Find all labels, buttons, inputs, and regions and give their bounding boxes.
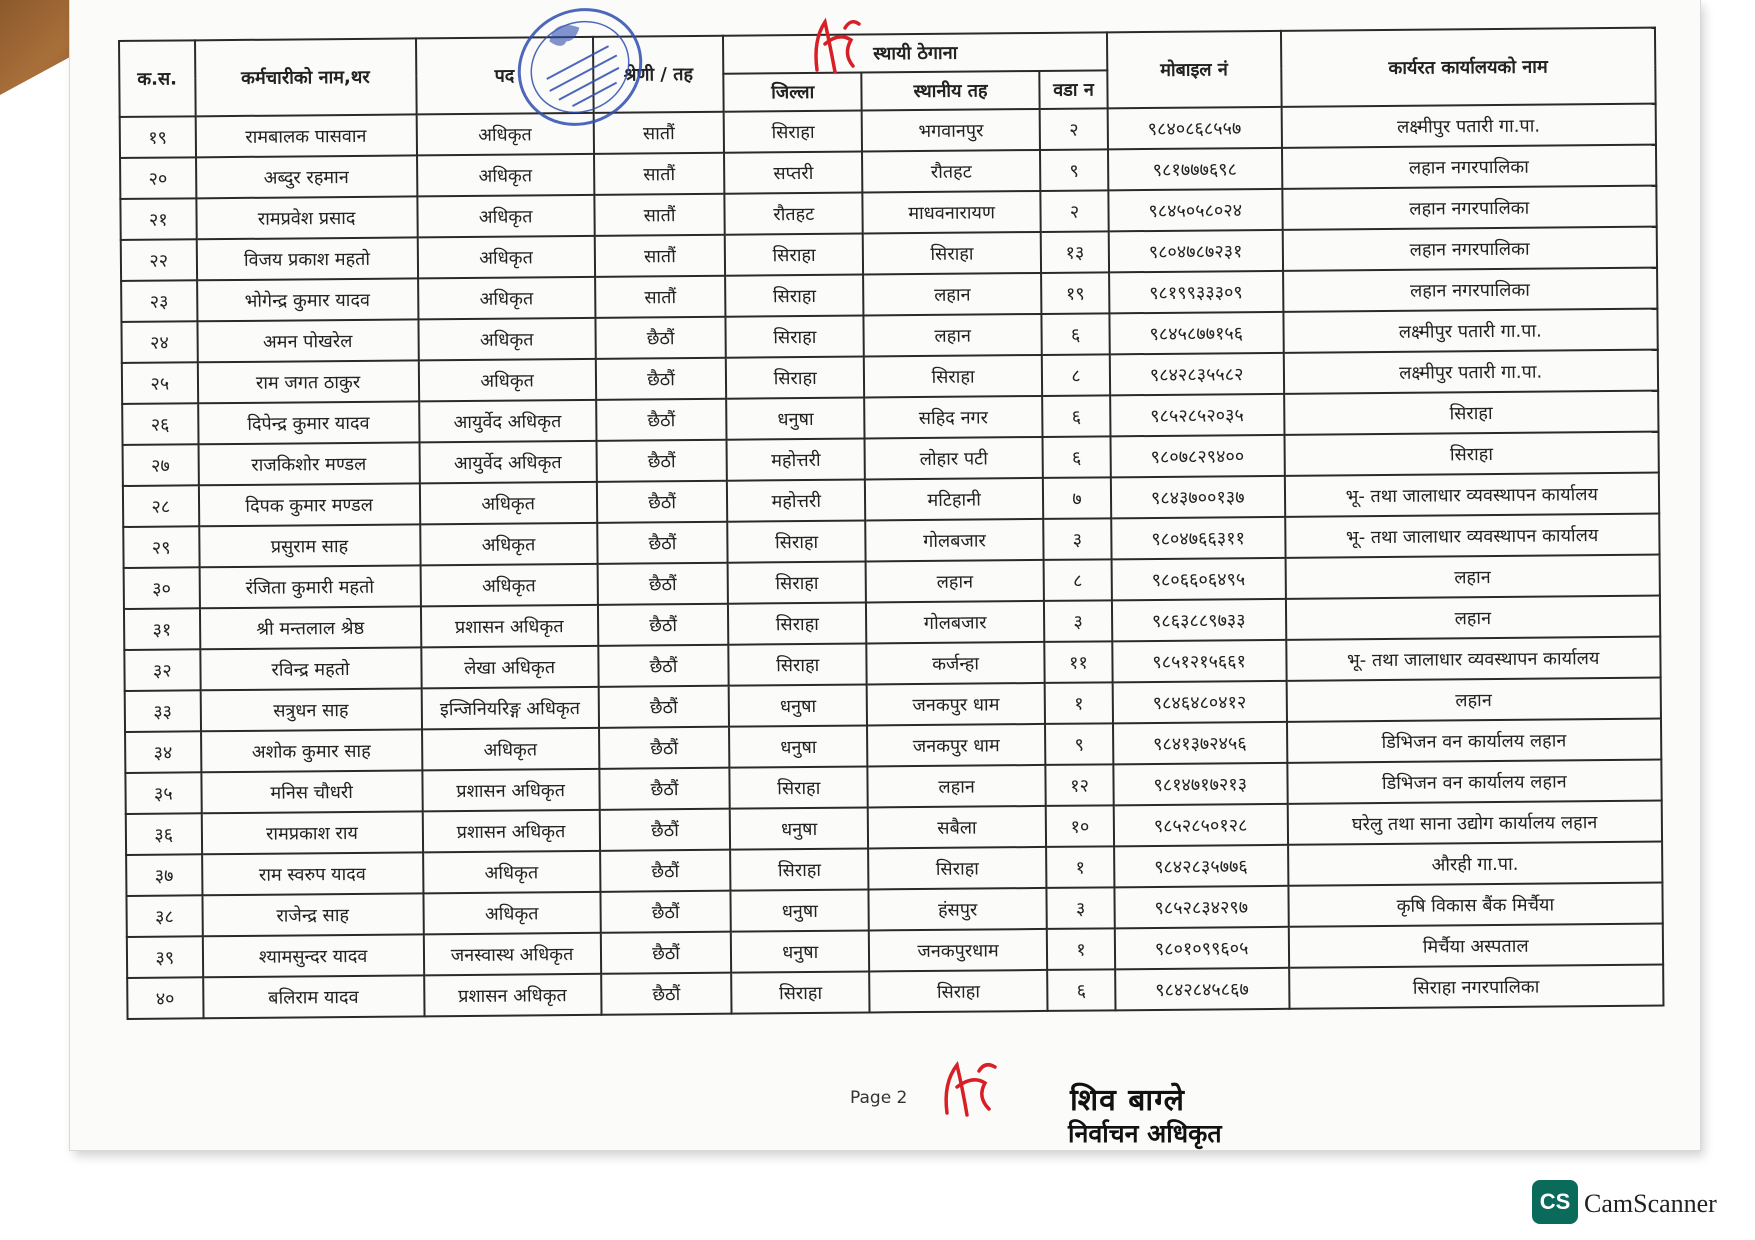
row-post: प्रशासन अधिकृत — [424, 974, 601, 1017]
row-local-level: सिराहा — [869, 970, 1048, 1013]
row-local-level: गोलबजार — [866, 601, 1045, 644]
row-office: लहान — [1285, 596, 1660, 640]
row-serial: ३९ — [127, 936, 203, 978]
row-district: सप्तरी — [724, 152, 862, 194]
row-mobile: ९८६३८८९७३३ — [1112, 599, 1286, 642]
row-name: प्रसुराम साह — [199, 524, 420, 567]
row-district: सिराहा — [728, 602, 866, 644]
row-level: सातौं — [594, 235, 725, 277]
row-office: औरही गा.पा. — [1288, 842, 1663, 886]
row-office: घरेलु तथा साना उद्योग कार्यालय लहान — [1287, 801, 1662, 845]
row-mobile: ९८५१२१५६६१ — [1112, 640, 1286, 683]
row-district: महोत्तरी — [727, 439, 865, 481]
row-ward: ३ — [1047, 887, 1115, 929]
row-district: धनुषा — [731, 889, 869, 931]
row-name: विजय प्रकाश महतो — [196, 237, 417, 280]
row-office: डिभिजन वन कार्यालय लहान — [1287, 760, 1662, 804]
row-post: अधिकृत — [420, 564, 597, 607]
row-name: अमन पोखरेल — [197, 319, 418, 362]
row-office: लहान — [1285, 555, 1660, 599]
row-serial: २१ — [120, 198, 196, 240]
row-mobile: ९८१९९३३३०९ — [1109, 271, 1283, 314]
row-serial: २८ — [123, 485, 199, 527]
row-ward: ६ — [1047, 969, 1115, 1011]
header-office: कार्यरत कार्यालयको नाम — [1280, 28, 1655, 107]
row-post: अधिकृत — [417, 154, 594, 197]
row-level: छैठौं — [599, 809, 730, 851]
row-mobile: ९८१४७१७२१३ — [1113, 763, 1287, 806]
row-district: सिराहा — [731, 848, 869, 890]
row-post: अधिकृत — [423, 892, 600, 935]
row-ward: ९ — [1045, 723, 1113, 765]
row-post: अधिकृत — [417, 195, 594, 238]
row-name: रंजिता कुमारी महतो — [199, 565, 420, 608]
row-mobile: ९८०६६०६४९५ — [1111, 558, 1285, 601]
row-level: छैठौं — [598, 645, 729, 687]
row-office: सिराहा — [1284, 432, 1659, 476]
row-level: छैठौं — [598, 604, 729, 646]
row-name: सत्रुधन साह — [200, 688, 421, 731]
row-name: दिपेन्द्र कुमार यादव — [198, 401, 419, 444]
row-district: सिराहा — [730, 766, 868, 808]
row-name: श्यामसुन्दर यादव — [202, 934, 423, 977]
row-mobile: ९८४०८६८५५७ — [1107, 107, 1281, 150]
header-serial-number: क.स. — [119, 40, 195, 117]
row-post: लेखा अधिकृत — [421, 646, 598, 689]
row-ward: १३ — [1041, 231, 1109, 273]
row-district: महोत्तरी — [727, 479, 865, 521]
header-employee-name: कर्मचारीको नाम,थर — [195, 38, 417, 116]
row-serial: ३७ — [126, 854, 202, 896]
row-name: अशोक कुमार साह — [201, 729, 422, 772]
row-ward: १ — [1046, 846, 1114, 888]
row-serial: ३५ — [125, 772, 201, 814]
row-district: रौतहट — [725, 193, 863, 235]
row-ward: ३ — [1043, 518, 1111, 560]
row-serial: ३१ — [124, 608, 200, 650]
row-post: अधिकृत — [422, 728, 599, 771]
row-serial: २९ — [123, 526, 199, 568]
row-district: सिराहा — [729, 643, 867, 685]
row-local-level: लहान — [867, 765, 1046, 808]
row-serial: ३० — [124, 567, 200, 609]
row-name: भोगेन्द्र कुमार यादव — [197, 278, 418, 321]
camscanner-watermark: CamScanner — [1584, 1189, 1717, 1218]
row-serial: ३४ — [125, 731, 201, 773]
row-name: बलिराम यादव — [203, 975, 424, 1018]
row-district: धनुषा — [727, 398, 865, 440]
row-serial: २० — [120, 157, 196, 199]
row-office: सिराहा — [1284, 391, 1659, 435]
row-serial: २७ — [123, 444, 199, 486]
row-local-level: लहान — [863, 273, 1042, 316]
row-name: रामप्रकाश राय — [201, 811, 422, 854]
row-office: मिर्चैया अस्पताल — [1288, 924, 1663, 968]
row-ward: २ — [1040, 108, 1108, 150]
row-office: भू- तथा जालाधार व्यवस्थापन कार्यालय — [1284, 473, 1659, 517]
row-post: अधिकृत — [418, 359, 595, 402]
row-ward: ६ — [1042, 395, 1110, 437]
row-level: सातौं — [594, 194, 725, 236]
row-level: सातौं — [594, 153, 725, 195]
row-name: रविन्द्र महतो — [200, 647, 421, 690]
row-name: राजेन्द्र साह — [202, 893, 423, 936]
camscanner-logo-icon: CS — [1532, 1180, 1578, 1224]
row-district: सिराहा — [726, 357, 864, 399]
row-name: राजकिशोर मण्डल — [198, 442, 419, 485]
row-level: छैठौं — [599, 768, 730, 810]
table-header — [119, 28, 1656, 117]
handwritten-initial-top — [805, 10, 865, 90]
row-level: छैठौं — [597, 563, 728, 605]
row-ward: १२ — [1046, 764, 1114, 806]
row-ward: ८ — [1044, 559, 1112, 601]
row-local-level: जनकपुर धाम — [867, 724, 1046, 767]
row-district: धनुषा — [730, 807, 868, 849]
row-name: राम जगत ठाकुर — [197, 360, 418, 403]
row-district: सिराहा — [726, 316, 864, 358]
row-mobile: ९८४५०५८०२४ — [1108, 189, 1282, 232]
row-mobile: ९८४५८७७१५६ — [1109, 312, 1283, 355]
row-level: छैठौं — [596, 399, 727, 441]
row-mobile: ९८०४७६६३११ — [1111, 517, 1285, 560]
row-office: लहान नगरपालिका — [1282, 145, 1657, 189]
row-ward: ६ — [1042, 313, 1110, 355]
row-post: अधिकृत — [418, 318, 595, 361]
row-ward: ९ — [1040, 149, 1108, 191]
row-level: छैठौं — [600, 850, 731, 892]
row-office: लक्ष्मीपुर पतारी गा.पा. — [1283, 309, 1658, 353]
signatory-name: शिव बाग्ले — [1070, 1083, 1185, 1118]
row-local-level: हंसपुर — [868, 888, 1047, 931]
row-post: अधिकृत — [416, 113, 593, 156]
row-mobile: ९८०७८२९४०० — [1110, 435, 1284, 478]
row-mobile: ९८०४७८७२३१ — [1109, 230, 1283, 273]
row-office: भू- तथा जालाधार व्यवस्थापन कार्यालय — [1286, 637, 1661, 681]
row-office: डिभिजन वन कार्यालय लहान — [1287, 719, 1662, 763]
row-name: श्री मन्तलाल श्रेष्ठ — [200, 606, 421, 649]
row-local-level: जनकपुर धाम — [867, 683, 1046, 726]
page-number: Page 2 — [850, 1088, 908, 1108]
row-post: अधिकृत — [419, 482, 596, 525]
row-serial: २२ — [121, 239, 197, 281]
row-office: लक्ष्मीपुर पतारी गा.पा. — [1281, 104, 1656, 148]
row-post: अधिकृत — [420, 523, 597, 566]
row-level: छैठौं — [595, 317, 726, 359]
row-post: आयुर्वेद अधिकृत — [419, 441, 596, 484]
row-level: छैठौं — [597, 522, 728, 564]
row-post: अधिकृत — [417, 236, 594, 279]
row-level: छैठौं — [600, 891, 731, 933]
row-local-level: सबैला — [868, 806, 1047, 849]
row-local-level: सिराहा — [863, 232, 1042, 275]
row-ward: ३ — [1044, 600, 1112, 642]
row-local-level: मटिहानी — [865, 478, 1044, 521]
row-local-level: लोहार पटी — [865, 437, 1044, 480]
row-mobile: ९८५२८५०१२८ — [1114, 804, 1288, 847]
row-office: भू- तथा जालाधार व्यवस्थापन कार्यालय — [1285, 514, 1660, 558]
row-level: छैठौं — [598, 686, 729, 728]
row-office: सिराहा नगरपालिका — [1289, 965, 1664, 1009]
staff-roster-table — [118, 27, 1664, 1020]
header-permanent-address: स्थायी ठेगाना — [723, 32, 1107, 73]
row-name: राम स्वरुप यादव — [202, 852, 423, 895]
row-district: सिराहा — [732, 971, 870, 1013]
row-district: सिराहा — [728, 561, 866, 603]
row-mobile: ९८४२८३५५८२ — [1110, 353, 1284, 396]
row-district: धनुषा — [731, 930, 869, 972]
row-district: सिराहा — [726, 275, 864, 317]
row-post: अधिकृत — [423, 851, 600, 894]
row-ward: १० — [1046, 805, 1114, 847]
row-post: प्रशासन अधिकृत — [422, 769, 599, 812]
row-post: जनस्वास्थ अधिकृत — [423, 933, 600, 976]
row-level: छैठौं — [601, 973, 732, 1015]
header-ward: वडा न — [1039, 70, 1107, 109]
signatory-title: निर्वाचन अधिकृत — [1068, 1119, 1222, 1148]
handwritten-initial-bottom — [935, 1055, 1005, 1125]
row-serial: २३ — [121, 280, 197, 322]
row-office: लहान नगरपालिका — [1283, 268, 1658, 312]
row-level: छैठौं — [599, 727, 730, 769]
header-mobile: मोबाइल नं — [1107, 31, 1281, 109]
table-body — [120, 104, 1664, 1019]
row-level: सातौं — [595, 276, 726, 318]
row-local-level: सिराहा — [868, 847, 1047, 890]
row-post: इन्जिनियरिङ्ग अधिकृत — [421, 687, 598, 730]
row-post: प्रशासन अधिकृत — [421, 605, 598, 648]
row-mobile: ९८०१०९९६०५ — [1115, 927, 1289, 970]
row-name: रामप्रवेश प्रसाद — [196, 196, 417, 239]
row-level: छैठौं — [596, 481, 727, 523]
row-mobile: ९८४२८३५७७६ — [1114, 845, 1288, 888]
row-district: सिराहा — [724, 111, 862, 153]
row-ward: १ — [1045, 682, 1113, 724]
row-local-level: लहान — [866, 560, 1045, 603]
row-serial: ४० — [127, 977, 203, 1019]
row-local-level: गोलबजार — [865, 519, 1044, 562]
row-office: कृषि विकास बैंक मिर्चैया — [1288, 883, 1663, 927]
row-serial: ३८ — [126, 895, 202, 937]
row-district: धनुषा — [729, 725, 867, 767]
row-ward: ७ — [1043, 477, 1111, 519]
row-mobile: ९८४६४८०४१२ — [1113, 681, 1287, 724]
row-ward: ११ — [1044, 641, 1112, 683]
row-district: सिराहा — [728, 520, 866, 562]
row-name: मनिस चौधरी — [201, 770, 422, 813]
row-ward: ८ — [1042, 354, 1110, 396]
row-serial: २५ — [122, 362, 198, 404]
row-level: सातौं — [593, 112, 724, 154]
row-local-level: सहिद नगर — [864, 396, 1043, 439]
row-mobile: ९८५२८५२०३५ — [1110, 394, 1284, 437]
row-level: छैठौं — [596, 440, 727, 482]
row-serial: २६ — [122, 403, 198, 445]
header-district: जिल्ला — [724, 73, 862, 112]
row-level: छैठौं — [595, 358, 726, 400]
row-office: लहान — [1286, 678, 1661, 722]
row-mobile: ९८४३७००१३७ — [1111, 476, 1285, 519]
header-level: श्रेणी / तह — [593, 36, 724, 113]
row-ward: ६ — [1043, 436, 1111, 478]
row-name: दिपक कुमार मण्डल — [198, 483, 419, 526]
row-local-level: सिराहा — [864, 355, 1043, 398]
row-serial: ३६ — [126, 813, 202, 855]
row-district: सिराहा — [725, 234, 863, 276]
row-serial: ३२ — [124, 649, 200, 691]
header-post: पद — [416, 37, 594, 115]
row-serial: १९ — [120, 116, 196, 158]
row-local-level: जनकपुरधाम — [869, 929, 1048, 972]
row-mobile: ९८४२८४५८६७ — [1115, 968, 1289, 1011]
row-post: अधिकृत — [418, 277, 595, 320]
row-name: अब्दुर रहमान — [196, 155, 417, 198]
row-serial: ३३ — [125, 690, 201, 732]
row-mobile: ९८१७७७६९८ — [1108, 148, 1282, 191]
row-local-level: माधवनारायण — [862, 191, 1041, 234]
row-name: रामबालक पासवान — [195, 114, 416, 157]
row-district: धनुषा — [729, 684, 867, 726]
header-local-level: स्थानीय तह — [861, 71, 1039, 111]
row-local-level: लहान — [863, 314, 1042, 357]
row-office: लक्ष्मीपुर पतारी गा.पा. — [1283, 350, 1658, 394]
row-level: छैठौं — [600, 932, 731, 974]
row-office: लहान नगरपालिका — [1282, 227, 1657, 271]
row-ward: १९ — [1041, 272, 1109, 314]
row-post: प्रशासन अधिकृत — [422, 810, 599, 853]
row-mobile: ९८४१३७२४५६ — [1113, 722, 1287, 765]
row-local-level: रौतहट — [862, 150, 1041, 193]
row-local-level: कर्जन्हा — [866, 642, 1045, 685]
row-serial: २४ — [121, 321, 197, 363]
row-office: लहान नगरपालिका — [1282, 186, 1657, 230]
row-local-level: भगवानपुर — [862, 109, 1041, 152]
row-mobile: ९८५२८३४२९७ — [1114, 886, 1288, 929]
row-ward: २ — [1041, 190, 1109, 232]
row-post: आयुर्वेद अधिकृत — [419, 400, 596, 443]
row-ward: १ — [1047, 928, 1115, 970]
